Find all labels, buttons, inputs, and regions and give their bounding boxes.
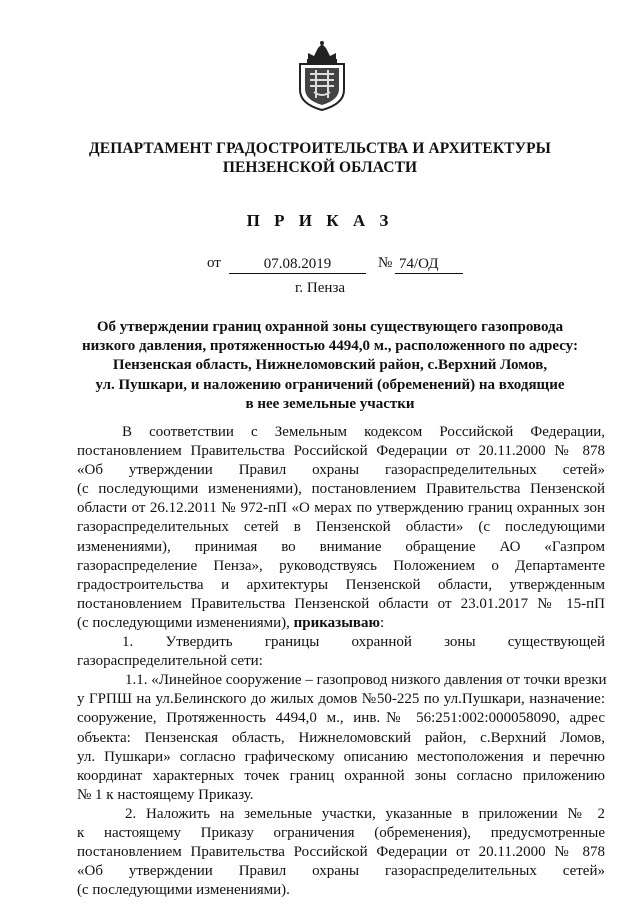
number-prefix: № bbox=[378, 255, 393, 271]
body-line-with-order-word bbox=[77, 614, 605, 633]
body-line: В соответствии с Земельным кодексом Российской Федерации, bbox=[122, 424, 605, 440]
body-line: «Об утверждении Правил охраны газораспределительных сетей» bbox=[77, 863, 605, 880]
date-prefix: от bbox=[207, 255, 221, 271]
body-line: постановлением Правительства Пензенской области от 23.01.2017 № 15-пП bbox=[77, 595, 605, 612]
document-type-title: П Р И К А З bbox=[246, 211, 394, 230]
order-date-number-line bbox=[0, 255, 640, 275]
colon: : bbox=[380, 614, 385, 631]
body-line: (с последующими изменениями), постановлением Правительства Пензенской bbox=[77, 481, 605, 498]
subject-line: низкого давления, протяженностью 4494,0 м., расположенного по адресу: bbox=[82, 338, 578, 355]
order-number: 74/ОД bbox=[395, 255, 463, 274]
body-line: координат характерных точек границ охранной зоны согласно приложению bbox=[77, 767, 605, 784]
body-line: градостроительства и архитектуры Пензенской области, утвержденным bbox=[77, 576, 605, 593]
order-body-text bbox=[77, 423, 605, 900]
body-line: изменениями), принимая во внимание обращение АО «Газпром bbox=[77, 538, 605, 555]
coat-of-arms-icon bbox=[294, 40, 350, 112]
clause-1-1: 1.1. «Линейное сооружение – газопровод низкого давления от точки врезки bbox=[125, 672, 607, 689]
body-line: области от 26.12.2011 № 972-пП «О мерах по утверждению границ охранных зон bbox=[77, 500, 605, 517]
subject-line: ул. Пушкари, и наложению ограничений (обременений) на входящие bbox=[95, 376, 565, 393]
body-line-text: (с последующими изменениями), bbox=[77, 614, 290, 631]
body-line: «Об утверждении Правил охраны газораспределительных сетей» bbox=[77, 462, 605, 479]
clause-2: 2. Наложить на земельные участки, указанные в приложении № 2 bbox=[125, 805, 605, 822]
body-line: у ГРПШ на ул.Белинского до жилых домов №50-225 по ул.Пушкари, назначение: bbox=[77, 691, 605, 708]
subject-line: в нее земельные участки bbox=[245, 395, 415, 412]
body-line: № 1 к настоящему Приказу. bbox=[77, 786, 254, 803]
organization-name-line2: ПЕНЗЕНСКОЙ ОБЛАСТИ bbox=[222, 159, 418, 176]
body-line: объекта: Пензенская область, Нижнеломовский район, с.Верхний Ломов, bbox=[77, 729, 605, 746]
clause-1: 1. Утвердить границы охранной зоны существующей bbox=[122, 634, 605, 651]
order-date: 07.08.2019 bbox=[229, 255, 366, 274]
body-line: (с последующими изменениями). bbox=[77, 882, 290, 899]
body-line: постановлением Правительства Российской Федерации от 20.11.2000 № 878 bbox=[77, 844, 605, 861]
body-line: сооружение, Протяженность 4494,0 м., инв.№ 56:251:002:000058090, адрес bbox=[77, 710, 605, 727]
body-line: постановлением Правительства Российской Федерации от 20.11.2000 № 878 bbox=[77, 443, 605, 460]
body-line: ул. Пушкари» согласно графическому описанию местоположения и перечню bbox=[77, 748, 605, 765]
city-name: г. Пенза bbox=[294, 280, 346, 296]
body-line: газораспределительных сетей в Пензенской области» (с последующими bbox=[77, 519, 605, 536]
body-line: газораспределение Пенза», руководствуясь Положением о Департаменте bbox=[77, 557, 605, 574]
subject-line: Пензенская область, Нижнеломовский район, с.Верхний Ломов, bbox=[112, 357, 548, 374]
body-line: газораспределительной сети: bbox=[77, 653, 263, 670]
organization-name-line1: ДЕПАРТАМЕНТ ГРАДОСТРОИТЕЛЬСТВА И АРХИТЕКТУРЫ bbox=[89, 140, 551, 157]
subject-line: Об утверждении границ охранной зоны существующего газопровода bbox=[96, 319, 564, 335]
body-line: к настоящему Приказу ограничения (обременения), предусмотренные bbox=[77, 824, 605, 841]
order-word: приказываю bbox=[293, 614, 380, 631]
order-subject bbox=[60, 318, 600, 414]
